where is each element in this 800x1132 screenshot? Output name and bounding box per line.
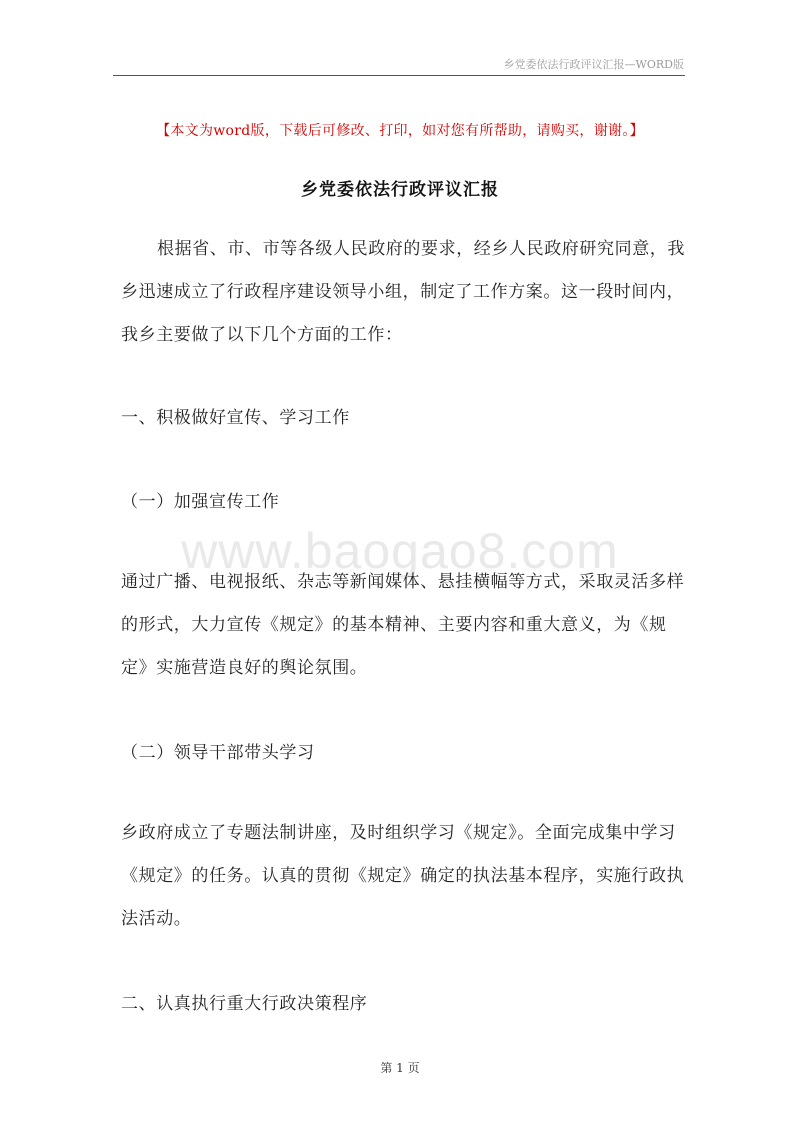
page-number: 第 1 页 <box>380 1061 420 1075</box>
subsection-2-heading: （二）领导干部带头学习 <box>121 743 315 763</box>
watermark: www.baogao8.com <box>181 523 619 579</box>
subsection-2-paragraph: 乡政府成立了专题法制讲座，及时组织学习《规定》。全面完成集中学习《规定》的任务。认真的贯彻《规定》确定的执法基本程序，实施行政执法活动。 <box>121 823 685 929</box>
section-2-heading: 二、认真执行重大行政决策程序 <box>121 994 368 1014</box>
intro-paragraph: 根据省、市、市等各级人民政府的要求，经乡人民政府研究同意，我乡迅速成立了行政程序建设领导小组，制定了工作方案。这一段时间内，我乡主要做了以下几个方面的工作： <box>121 239 685 345</box>
document-title: 乡党委依法行政评议汇报 <box>301 180 499 200</box>
subsection-1-heading: （一）加强宣传工作 <box>121 492 280 512</box>
running-header: 乡党委依法行政评议汇报—WORD版 <box>503 58 684 71</box>
header-divider <box>113 75 685 76</box>
purchase-notice: 【本文为word版，下载后可修改、打印，如对您有所帮助，请购买，谢谢。】 <box>156 123 644 139</box>
section-1-heading: 一、积极做好宣传、学习工作 <box>121 408 350 428</box>
subsection-1-paragraph: 通过广播、电视报纸、杂志等新闻媒体、悬挂横幅等方式，采取灵活多样的形式，大力宣传《规定》的基本精神、主要内容和重大意义，为《规定》实施营造良好的舆论氛围。 <box>121 572 685 678</box>
